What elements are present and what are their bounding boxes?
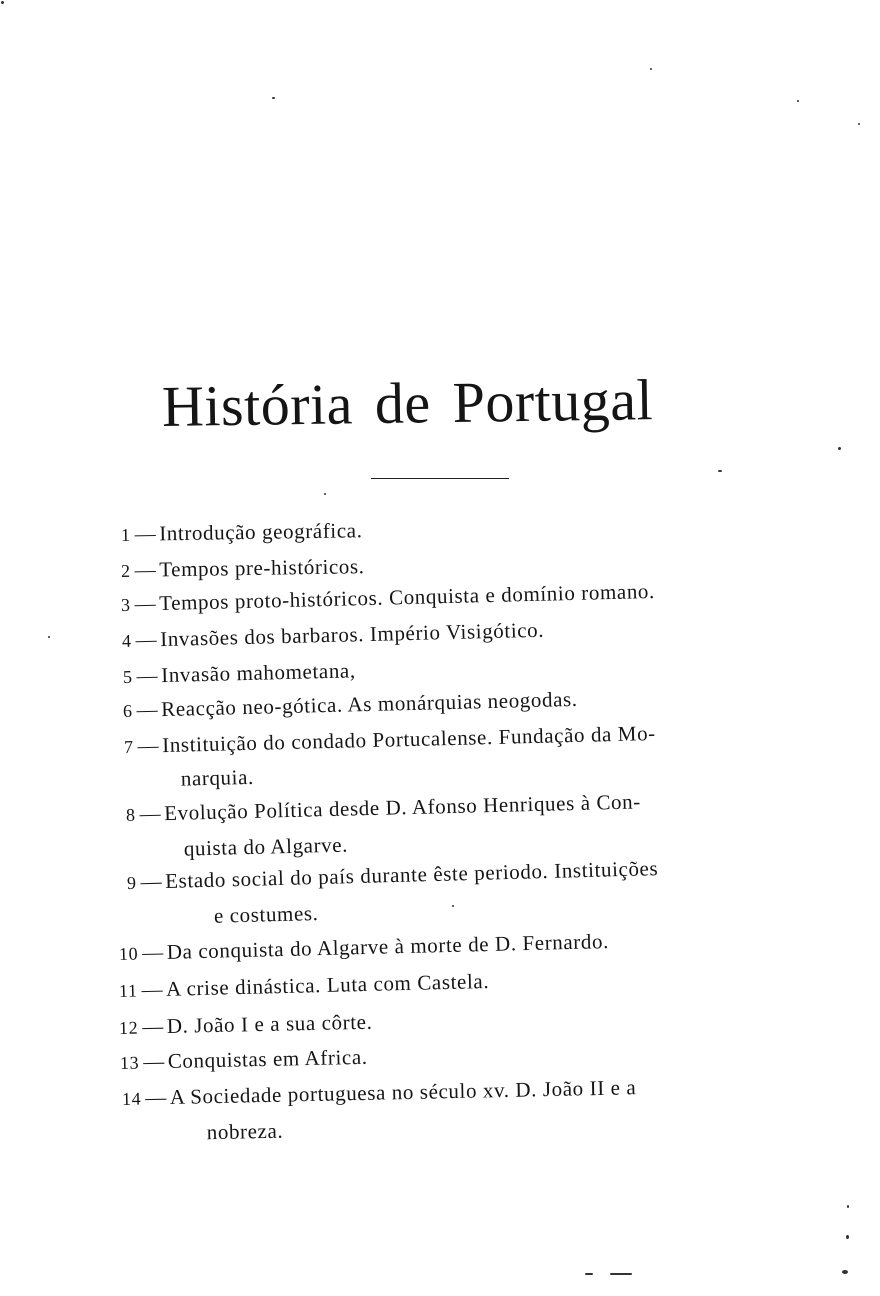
title-word-de: de xyxy=(374,370,432,437)
toc-entry-number: 2 xyxy=(120,560,131,581)
toc-entry xyxy=(123,687,578,723)
toc-entry-title: Invasão mahometana, xyxy=(160,658,356,688)
scan-speck xyxy=(847,1205,849,1208)
toc-entry-dash: — xyxy=(134,591,157,616)
scan-speck xyxy=(272,97,275,99)
toc-entry xyxy=(122,618,545,653)
toc-entry-continuation: e costumes. xyxy=(213,901,319,928)
title-word-portugal: Portugal xyxy=(452,367,654,435)
toc-entry-number: 13 xyxy=(119,1052,140,1073)
toc-entry-title: Tempos pre-históricos. xyxy=(159,554,365,582)
toc-entry-number: 10 xyxy=(118,943,139,964)
toc-entry-number: 8 xyxy=(125,804,136,825)
toc-entry-number: 4 xyxy=(121,630,132,651)
toc-entry xyxy=(119,1010,373,1040)
toc-entry xyxy=(121,1075,637,1145)
toc-entry-number: 7 xyxy=(123,736,134,757)
toc-entry-continuation: quista do Algarve. xyxy=(183,832,349,861)
toc-entry-title: Introdução geográfica. xyxy=(159,518,363,546)
toc-entry-dash: — xyxy=(139,801,162,826)
toc-entry xyxy=(125,789,642,861)
scan-speck xyxy=(650,68,652,70)
toc-entry xyxy=(126,856,659,928)
toc-entry-title: Tempos proto-históricos. Conquista e domínio romano. xyxy=(158,578,656,616)
toc-entry-dash: — xyxy=(142,1049,166,1074)
toc-entry-title: Reacção neo-gótica. As monárquias neogodas. xyxy=(160,686,578,722)
toc-entry-dash: — xyxy=(141,939,165,965)
toc-entry xyxy=(121,579,655,617)
toc-entry xyxy=(121,554,365,583)
toc-entry xyxy=(119,929,610,966)
toc-entry-title: Conquistas em Africa. xyxy=(167,1044,368,1073)
toc-entry xyxy=(123,721,657,791)
scan-speck xyxy=(718,470,722,472)
toc-entry-dash: — xyxy=(135,627,158,652)
scan-speck xyxy=(846,1235,849,1239)
toc-entry-continuation: nobreza. xyxy=(206,1118,284,1145)
toc-entry-number: 1 xyxy=(120,524,131,545)
toc-entry-title: Instituição do condado Portucalense. Fundação da Mo- xyxy=(161,721,657,758)
toc-entry-number: 3 xyxy=(120,594,131,615)
toc-entry-title: Invasões dos barbaros. Império Visigótico. xyxy=(159,617,545,652)
toc-entry-title: A crise dinástica. Luta com Castela. xyxy=(165,968,490,1001)
toc-entry xyxy=(121,518,363,547)
scan-speck xyxy=(610,1273,632,1275)
scan-speck xyxy=(858,123,860,125)
toc-entry-dash: — xyxy=(141,1014,165,1039)
scan-speck xyxy=(838,447,841,450)
toc-entry-title: D. João I e a sua côrte. xyxy=(166,1009,373,1038)
toc-entry-number: 12 xyxy=(118,1017,139,1038)
toc-entry xyxy=(120,1045,368,1075)
toc-entry-title: Da conquista do Algarve à morte de D. Fernardo. xyxy=(166,929,610,964)
toc-entry-number: 9 xyxy=(126,872,137,893)
toc-entry-number: 14 xyxy=(121,1088,142,1109)
toc-entry-title: Evolução Política desde D. Afonso Henriques à Con- xyxy=(163,789,642,826)
toc-entry-title: Estado social do país durante êste periodo. Instituições xyxy=(164,856,659,893)
scan-speck xyxy=(842,1270,848,1274)
toc-entry xyxy=(123,658,356,689)
toc-entry-dash: — xyxy=(137,733,160,758)
toc-entry-continuation: narquia. xyxy=(180,764,255,791)
toc-entry-title: A Sociedade portuguesa no século xv. D. João II e a xyxy=(169,1075,637,1109)
toc-entry-number: 11 xyxy=(118,980,138,1001)
toc-entry-dash: — xyxy=(141,976,164,1002)
toc-entry-dash: — xyxy=(136,697,159,722)
scan-speck xyxy=(797,100,799,102)
toc-entry-dash: — xyxy=(140,869,163,894)
scan-speck xyxy=(452,905,454,907)
toc-entry-number: 6 xyxy=(122,700,133,721)
toc-entry-dash: — xyxy=(144,1085,168,1110)
toc-entry xyxy=(119,969,490,1003)
toc-entry-dash: — xyxy=(136,663,159,688)
title-word-historia: História xyxy=(161,371,354,439)
scan-speck xyxy=(1,1,4,4)
scan-speck xyxy=(324,493,326,495)
toc-entry-dash: — xyxy=(134,521,157,546)
toc-entry-number: 5 xyxy=(122,666,133,687)
scan-speck xyxy=(48,636,50,638)
scan-speck xyxy=(585,1273,593,1275)
toc-entry-dash: — xyxy=(134,557,157,582)
